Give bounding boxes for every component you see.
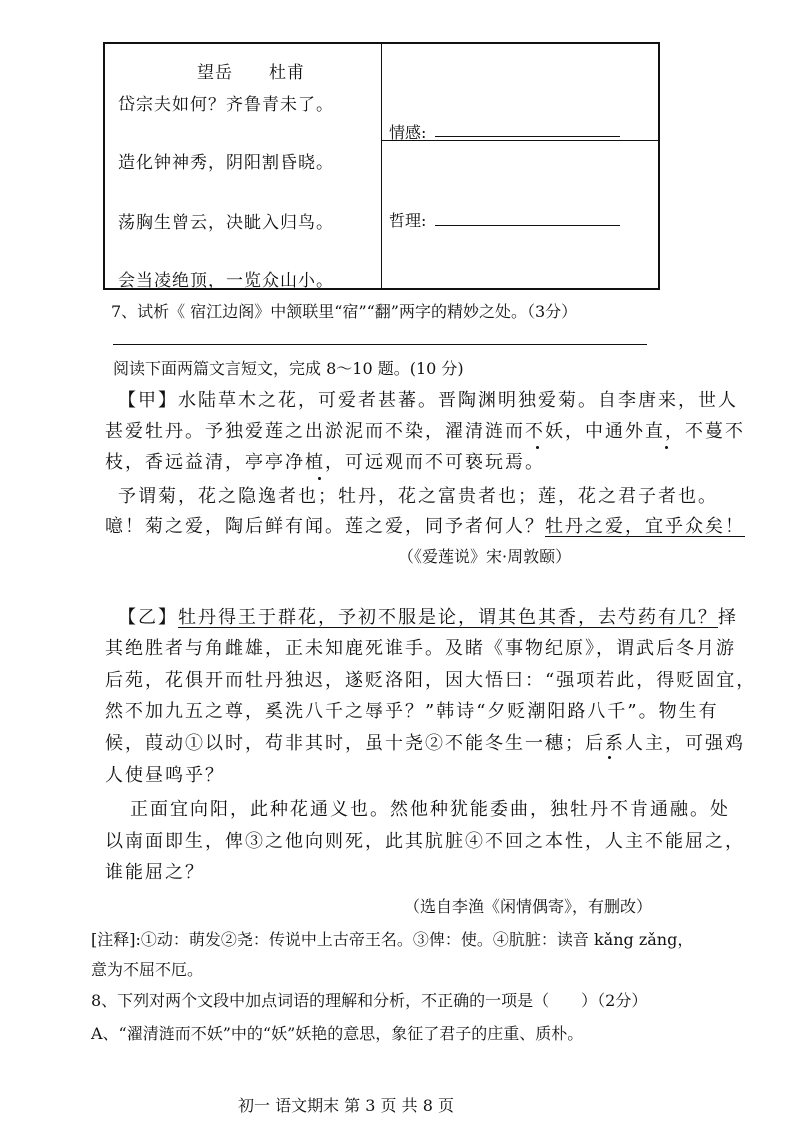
- passage-yi-label: 【乙】: [118, 607, 178, 628]
- passage-jia-line-1: 【甲】水陆草木之花，可爱者甚蕃。晋陶渊明独爱菊。自李唐来，世人: [118, 390, 738, 411]
- poem-line-4: 会当凌绝顶，一览众山小。: [118, 271, 334, 291]
- page-footer: 初一 语文期末 第 3 页 共 8 页: [238, 1096, 454, 1115]
- passage-jia-line-5-part-1: 噫！菊之爱，陶后鲜有闻。莲之爱，同予者何人？: [105, 516, 545, 537]
- passage-yi-line-8: 以南面即生，俾③之他向则死，此其肮脏④不回之本性，人主不能屈之，: [105, 831, 745, 852]
- question-7-answer-line[interactable]: [113, 344, 647, 345]
- philosophy-answer-blank[interactable]: [435, 225, 620, 226]
- notes-line-2: 意为不屈不厄。: [91, 960, 204, 979]
- emphasis-dot-man: [665, 446, 668, 449]
- passage-jia-underlined-sentence: 牡丹之爱，宜乎众矣！: [545, 516, 745, 537]
- notes-line-1: [注释]:①动：萌发②尧：传说中上古帝王名。③俾：使。④肮脏：读音 kǎng zǎng，: [91, 930, 694, 949]
- passage-jia-source: （《爱莲说》宋·周敦颐）: [398, 547, 572, 566]
- passage-jia-line-4: 予谓菊，花之隐逸者也；牡丹，花之富贵者也；莲，花之君子者也。: [118, 486, 718, 507]
- reading-intro: 阅读下面两篇文言短文，完成 8～10 题。(10 分): [113, 359, 464, 378]
- passage-yi-line-4: 然不加九五之尊，奚洗八千之辱乎？”韩诗“夕贬潮阳路八千”。物生有: [105, 701, 719, 722]
- passage-jia-line-3: 枝，香远益清，亭亭净植，可远观而不可亵玩焉。: [105, 452, 545, 473]
- passage-yi-line-1-end: 择: [718, 607, 738, 628]
- poem-table: [103, 42, 660, 290]
- passage-yi-line-1: [118, 603, 738, 629]
- philosophy-label: 哲理:: [389, 211, 427, 230]
- question-7: 7、试析《 宿江边阁》中颔联里“宿”“翻”两字的精妙之处。（3分）: [111, 302, 578, 321]
- poem-line-3: 荡胸生曾云，决眦入归鸟。: [118, 213, 334, 233]
- emphasis-dot-zhi: [318, 477, 321, 480]
- poem-line-2: 造化钟神秀，阴阳割昏晓。: [118, 153, 334, 173]
- passage-yi-underlined-sentence: 牡丹得王于群花，予初不服是论，谓其色其香，去芍药有几？: [178, 607, 718, 628]
- question-8-stem: 8、下列对两个文段中加点词语的理解和分析，不正确的一项是（ ）（2分）: [91, 991, 648, 1010]
- passage-yi-line-3: 后苑，花俱开而牡丹独迟，遂贬洛阳，因大悟曰：“强项若此，得贬固宜，: [105, 670, 757, 691]
- passage-yi-line-5: 候，葭动①以时，苟非其时，虽十尧②不能冬生一穗；后系人主，可强鸡: [105, 733, 745, 754]
- emotion-label: 情感:: [389, 123, 427, 142]
- passage-yi-line-2: 其绝胜者与角雌雄，正未知鹿死谁手。及睹《事物纪原》，谓武后冬月游: [105, 638, 736, 659]
- passage-yi-source: （选自李渔《闲情偶寄》，有删改）: [404, 897, 653, 916]
- question-8-option-a: A、“濯清涟而不妖”中的“妖”妖艳的意思，象征了君子的庄重、质朴。: [91, 1024, 584, 1043]
- passage-jia-line-5: [105, 512, 745, 538]
- passage-jia-line-2: 甚爱牡丹。予独爱莲之出淤泥而不染，濯清涟而不妖，中通外直，不蔓不: [105, 421, 745, 442]
- passage-yi-line-9: 谁能屈之？: [105, 862, 205, 883]
- emotion-answer-blank[interactable]: [435, 136, 620, 137]
- passage-yi-line-7: 正面宜向阳，此种花通义也。然他种犹能委曲，独牡丹不肯通融。处: [130, 799, 730, 820]
- emphasis-dot-qiang: [608, 756, 611, 759]
- passage-yi-line-6: 人使昼鸣乎？: [105, 765, 225, 786]
- poem-line-1: 岱宗夫如何？齐鲁青未了。: [118, 95, 334, 115]
- poem-title: 望岳 杜甫: [197, 63, 305, 83]
- table-divider-vertical: [381, 44, 382, 288]
